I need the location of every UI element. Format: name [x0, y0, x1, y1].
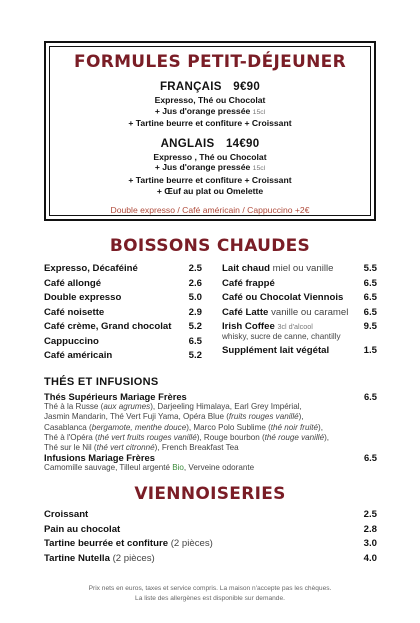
anglais-line1: Expresso , Thé ou Chocolat [153, 151, 267, 162]
anglais-line2 [50, 162, 370, 175]
item-name: Cappuccino [44, 335, 99, 347]
tea-superieurs-list [44, 402, 377, 453]
item-name: Supplément lait végétal [222, 344, 330, 356]
item-price: 4.0 [363, 552, 377, 564]
tea-text: ), Darjeeling Himalaya, Earl Grey Impérial, [150, 402, 302, 411]
latte-desc: vanille ou caramel [271, 306, 349, 318]
irish-size: 3cl d'alcool [277, 322, 313, 331]
item-price: 5.0 [188, 292, 202, 303]
bio-label: Bio [172, 463, 184, 472]
menu-item [44, 262, 202, 277]
item-name: Infusions Mariage Frères [44, 452, 155, 463]
menu-item [44, 537, 377, 552]
footer-line-1: Prix nets en euros, taxes et service compris. La maison n'accepte pas les chèques. [88, 585, 332, 592]
lait-desc: miel ou vanille [272, 263, 334, 274]
item-price: 2.5 [188, 263, 202, 274]
infusion-text: Camomille sauvage, Tilleul argenté [44, 463, 173, 472]
francais-line2-main: + Jus d'orange pressée [154, 105, 251, 116]
pastry-name: Tartine Nutella [44, 552, 110, 564]
item-name: Café noisette [44, 306, 105, 318]
breakfast-box-inner [49, 46, 371, 216]
footer-line-2: La liste des allergènes est disponible sur demande. [135, 594, 285, 602]
tea-infusions-desc [44, 463, 377, 473]
tea-text: Thé à la Russe ( [44, 402, 104, 411]
menu-item [44, 277, 202, 292]
pastries-title: VIENNOISERIES [134, 484, 286, 504]
menu-item [44, 335, 202, 350]
pastry-desc: (2 pièces) [112, 552, 155, 564]
item-price: 5.2 [188, 321, 202, 332]
menu-item [222, 291, 377, 306]
lait-name: Lait chaud [222, 263, 270, 274]
pastry-name: Croissant [44, 509, 89, 520]
item-price: 3.0 [363, 538, 377, 549]
item-price: 1.5 [363, 344, 377, 356]
item-price: 6.5 [363, 391, 377, 402]
menu-item [44, 508, 377, 523]
menu-item [222, 306, 377, 321]
item-name [222, 306, 348, 321]
tea-text: Jasmin Mandarin, Thé Vert Fuji Yama, Opéra Blue ( [44, 412, 229, 422]
menu-item [44, 349, 202, 364]
formula-francais [50, 81, 370, 93]
item-price: 6.5 [363, 306, 377, 318]
tea-line [44, 412, 377, 422]
formula-anglais-name: ANGLAIS [160, 137, 215, 150]
menu-item [44, 320, 202, 335]
pastry-name: Pain au chocolat [44, 523, 121, 535]
tea-note: thé noir fruité [270, 422, 319, 432]
francais-line3: + Tartine beurre et confiture + Croissant [128, 118, 292, 129]
irish-desc: whisky, sucre de canne, chantilly [222, 331, 341, 341]
item-price: 2.9 [188, 306, 202, 318]
item-name: Café frappé [222, 277, 275, 289]
menu-item [222, 344, 377, 359]
irish-name: Irish Coffee [222, 321, 275, 332]
tea-line [44, 433, 377, 443]
item-name: Double expresso [44, 292, 122, 303]
item-name [44, 508, 88, 523]
item-name: Café ou Chocolat Viennois [222, 292, 344, 303]
item-name: Café américain [44, 350, 113, 361]
item-price: 6.5 [363, 292, 377, 303]
item-price: 5.2 [188, 350, 202, 361]
hot-drinks-title: BOISSONS CHAUDES [109, 236, 311, 256]
tea-superieurs [44, 391, 377, 453]
tea-note: aux agrumes [103, 402, 151, 411]
formula-anglais [50, 138, 370, 150]
anglais-line4: + Œuf au plat ou Omelette [156, 185, 264, 196]
item-price: 6.5 [363, 277, 377, 289]
tea-text: ), [318, 422, 323, 432]
tea-line [44, 423, 377, 433]
item-name [44, 552, 155, 567]
item-price: 6.5 [188, 335, 202, 347]
francais-line1: Expresso, Thé ou Chocolat [154, 95, 266, 105]
menu-item [44, 552, 377, 567]
footer-note [0, 584, 420, 603]
latte-name: Café Latte [222, 306, 269, 318]
item-name: Café crème, Grand chocolat [44, 321, 172, 332]
tea-text: Casablanca ( [44, 422, 92, 432]
hot-drinks-left-column [44, 262, 202, 364]
teas-title: THÉS ET INFUSIONS [44, 376, 159, 388]
formula-francais-lines [50, 95, 370, 129]
tea-infusions-head [44, 452, 377, 463]
tea-text: ), Rouge bourbon ( [196, 432, 265, 442]
item-price: 9.5 [363, 321, 377, 332]
pastry-desc: (2 pièces) [170, 538, 213, 549]
tea-text: Thé à l'Opéra ( [44, 432, 98, 442]
francais-line2-size: 15cl [252, 108, 266, 116]
infusion-text: , Verveine odorante [183, 463, 255, 472]
item-price: 2.6 [188, 277, 202, 289]
anglais-line2-main: + Jus d'orange pressée [154, 162, 251, 173]
formula-francais-name: FRANÇAIS [159, 81, 222, 93]
anglais-line2-size: 15cl [252, 165, 266, 173]
item-name [44, 523, 120, 538]
menu-item [44, 523, 377, 538]
tea-line [44, 402, 377, 412]
tea-text: ), [324, 432, 330, 442]
menu-item [44, 306, 202, 321]
tea-note: fruits rouges vanillé [228, 412, 299, 422]
tea-note: thé vert fruits rouges vanillé [97, 432, 197, 442]
tea-note: thé rouge vanillé [264, 432, 325, 442]
item-price: 2.5 [363, 509, 377, 520]
formula-anglais-lines [50, 152, 370, 196]
breakfast-extra: Double expresso / Café américain / Cappuccino +2€ [110, 205, 310, 216]
menu-item [44, 291, 202, 306]
item-name: Expresso, Décaféiné [44, 263, 138, 274]
breakfast-box [44, 41, 376, 221]
anglais-line3: + Tartine beurre et confiture + Croissant [128, 174, 292, 185]
tea-infusions [44, 452, 377, 473]
menu-item [222, 277, 377, 292]
formula-francais-price: 9€90 [233, 81, 261, 93]
pastries-list [44, 508, 377, 566]
item-name: Café allongé [44, 277, 102, 289]
tea-note: bergamote, menthe douce [91, 422, 187, 432]
tea-text: Thé sur le Nil ( [44, 443, 97, 453]
item-price: 5.5 [363, 263, 377, 274]
tea-superieurs-head [44, 391, 377, 402]
tea-text: ), [298, 412, 304, 422]
item-name [222, 262, 333, 277]
item-name [44, 537, 213, 552]
item-name: Thés Supérieurs Mariage Frères [44, 391, 187, 402]
tea-note: thé vert citronné [96, 443, 155, 453]
tea-text: ), French Breakfast Tea [154, 443, 239, 453]
hot-drinks-right-column [222, 262, 377, 358]
menu-item [222, 262, 377, 277]
breakfast-title: FORMULES PETIT-DÉJEUNER [74, 52, 346, 72]
francais-line2 [50, 106, 370, 119]
formula-anglais-price: 14€90 [225, 137, 260, 150]
item-price: 6.5 [363, 452, 377, 463]
item-price: 2.8 [363, 523, 377, 535]
pastry-name: Tartine beurrée et confiture [44, 538, 169, 549]
tea-text: ), Marco Polo Sublime ( [186, 422, 271, 432]
